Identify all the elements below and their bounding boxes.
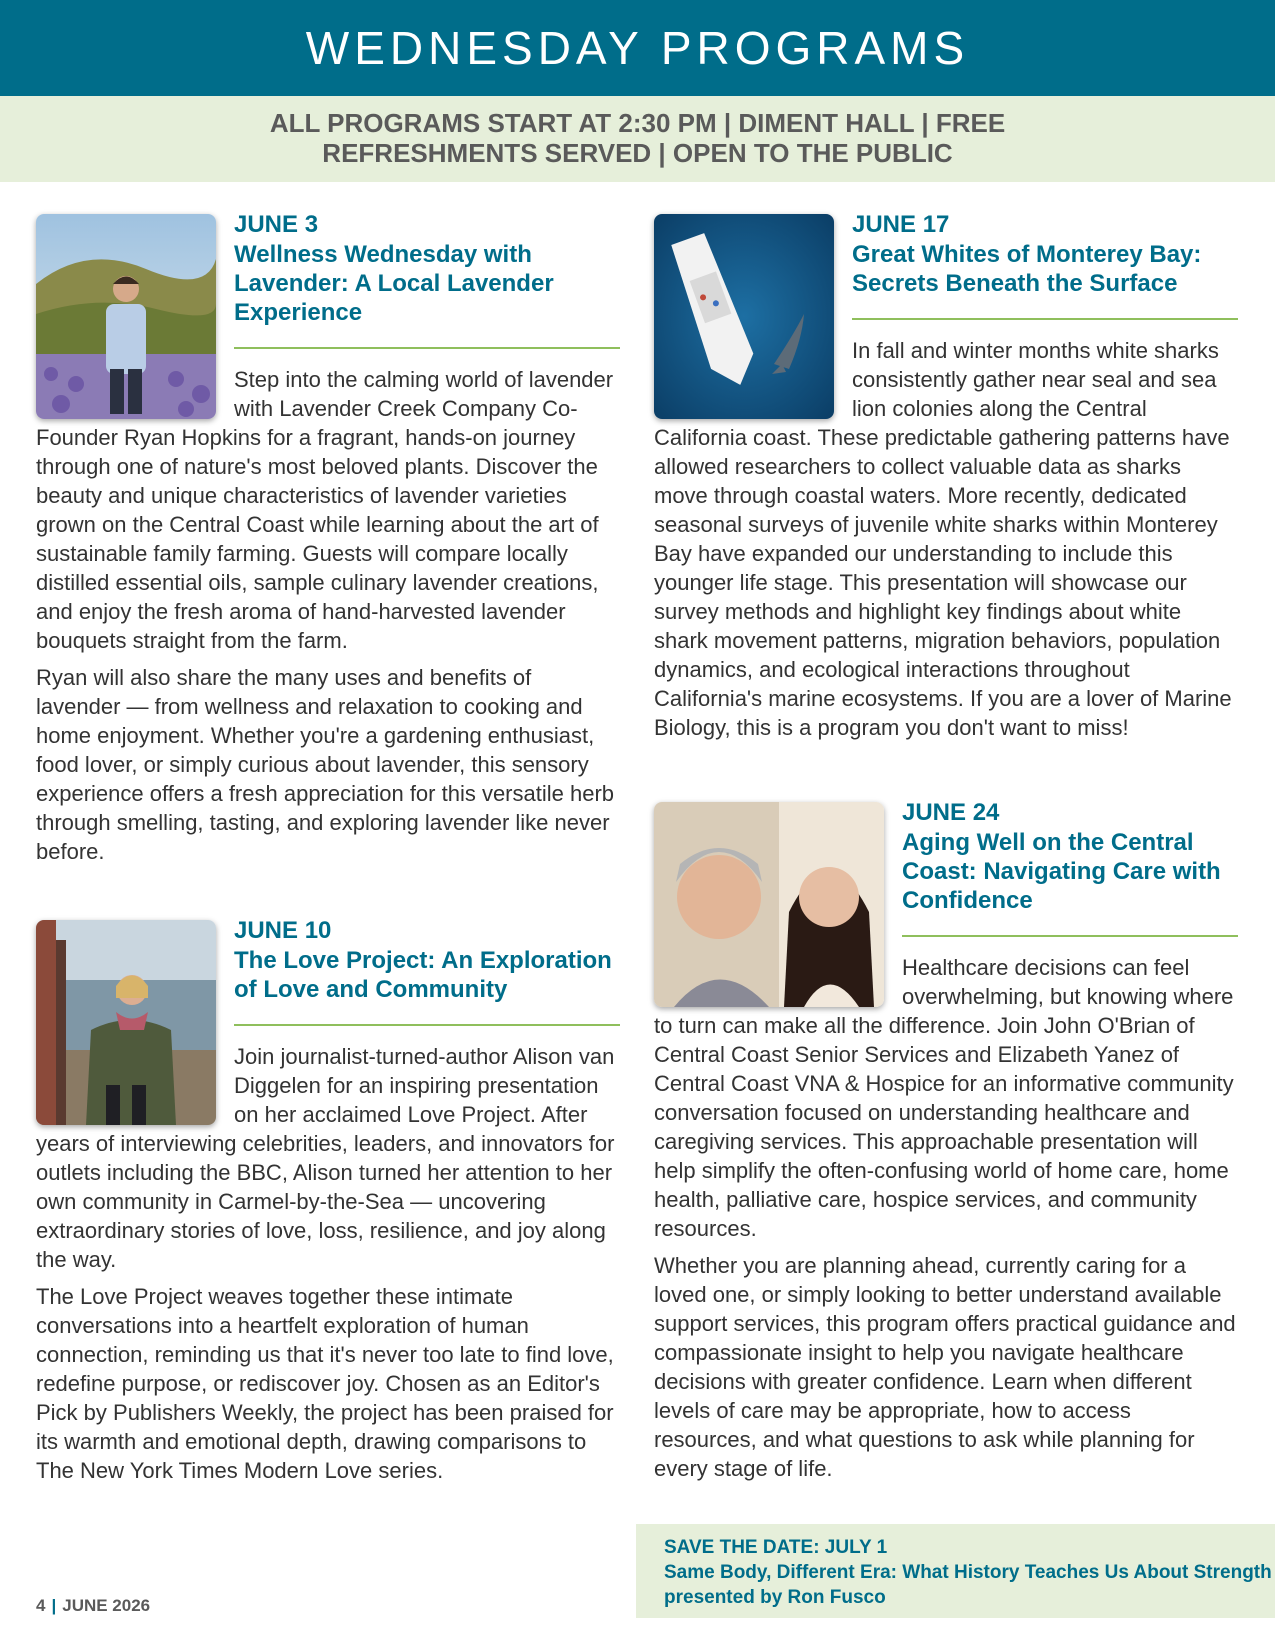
page-footer [36, 1596, 150, 1616]
event-description-2: Ryan will also share the many uses and benefits of lavender — from wellness and relaxation to cooking and home enjoyment. Whether you're a gardening enthusiast, food lover, or simply curious about lavender, this sensory experience offers a fresh appreciation for this versatile herb through smelling, tasting, and exploring lavender like never before. [36, 665, 615, 864]
event-description-2: Whether you are planning ahead, currently caring for a loved one, or simply looking to better understand available support services, this program offers practical guidance and compassionate insight to help you navigate healthcare decisions with greater confidence. Learn when different levels of care may be appropriate, how to access resources, and what questions to ask while planning for every stage of life. [654, 1253, 1236, 1481]
event-june-10 [36, 916, 620, 1485]
title-divider [852, 318, 1238, 320]
right-column [654, 210, 1238, 1483]
footer-separator: | [51, 1596, 57, 1615]
event-date: JUNE 10 [234, 917, 332, 944]
event-june-24 [654, 798, 1238, 1483]
event-date: JUNE 3 [234, 211, 319, 238]
header-bar [0, 0, 1275, 96]
event-description: Join journalist-turned-author Alison van Diggelen for an inspiring presentation on her acclaimed Love Project. After years of interviewing celebrities, leaders, and innovators for outlets including the BBC, Alison turned her attention to her own community in Carmel-by-the-Sea — uncovering extraordinary stories of love, loss, resilience, and joy along the way. [36, 1044, 615, 1272]
event-date: JUNE 24 [902, 799, 1000, 826]
save-the-date-heading: SAVE THE DATE: JULY 1 [664, 1537, 888, 1558]
presenters-photo [654, 802, 884, 1007]
event-date: JUNE 17 [852, 211, 950, 238]
author-photo [36, 920, 216, 1125]
title-divider [234, 1024, 620, 1026]
save-the-date-text: Same Body, Different Era: What History Teaches Us About Strength presented by Ron Fusco [664, 1562, 1272, 1608]
info-line-1: ALL PROGRAMS START AT 2:30 PM | DIMENT HALL | FREE [269, 108, 1006, 138]
event-title: The Love Project: An Exploration of Love and Community [234, 947, 612, 1003]
shark-boat-aerial-photo [654, 214, 834, 419]
event-title: Aging Well on the Central Coast: Navigating Care with Confidence [902, 829, 1221, 914]
info-bar [0, 96, 1275, 182]
event-description-2: The Love Project weaves together these intimate conversations into a heartfelt exploration of human connection, reminding us that it's never too late to find love, redefine purpose, or rediscover joy. Chosen as an Editor's Pick by Publishers Weekly, the project has been praised for its warmth and emotional depth, drawing comparisons to The New York Times Modern Love series. [36, 1284, 614, 1483]
save-the-date-box [636, 1524, 1275, 1618]
title-divider [234, 347, 620, 349]
page-number: 4 [36, 1596, 46, 1615]
event-description: In fall and winter months white sharks consistently gather near seal and sea lion colonies along the Central California coast. These predictable gathering patterns have allowed researchers to collect valuable data as sharks move through coastal waters. More recently, dedicated seasonal surveys of juvenile white sharks within Monterey Bay have expanded our understanding to include this younger life stage. This presentation will showcase our survey methods and highlight key findings about white shark movement patterns, migration behaviors, population dynamics, and ecological interactions throughout California's marine ecosystems. If you are a lover of Marine Biology, this is a program you don't want to miss! [654, 338, 1232, 740]
issue-date: JUNE 2026 [62, 1596, 151, 1615]
event-title: Wellness Wednesday with Lavender: A Local Lavender Experience [234, 241, 554, 326]
event-june-17 [654, 210, 1238, 742]
event-description: Healthcare decisions can feel overwhelming, but knowing where to turn can make all the difference. Join John O'Brian of Central Coast Senior Services and Elizabeth Yanez of Central Coast VNA & Hospice for an informative community conversation focused on understanding healthcare and caregiving services. This approachable presentation will help simplify the often-confusing world of home care, home health, palliative care, hospice services, and community resources. [654, 955, 1234, 1241]
event-title: Great Whites of Monterey Bay: Secrets Beneath the Surface [852, 241, 1202, 297]
left-column [36, 210, 620, 1485]
info-line-2: REFRESHMENTS SERVED | OPEN TO THE PUBLIC [322, 138, 953, 168]
lavender-farmer-photo [36, 214, 216, 419]
page-title: WEDNESDAY PROGRAMS [305, 22, 970, 74]
title-divider [902, 935, 1238, 937]
event-june-3 [36, 210, 620, 866]
event-description: Step into the calming world of lavender with Lavender Creek Company Co-Founder Ryan Hopkins for a fragrant, hands-on journey through one of nature's most beloved plants. Discover the beauty and unique characteristics of lavender varieties grown on the Central Coast while learning about the art of sustainable family farming. Guests will compare locally distilled essential oils, sample culinary lavender creations, and enjoy the fresh aroma of hand-harvested lavender bouquets straight from the farm. [36, 367, 614, 653]
